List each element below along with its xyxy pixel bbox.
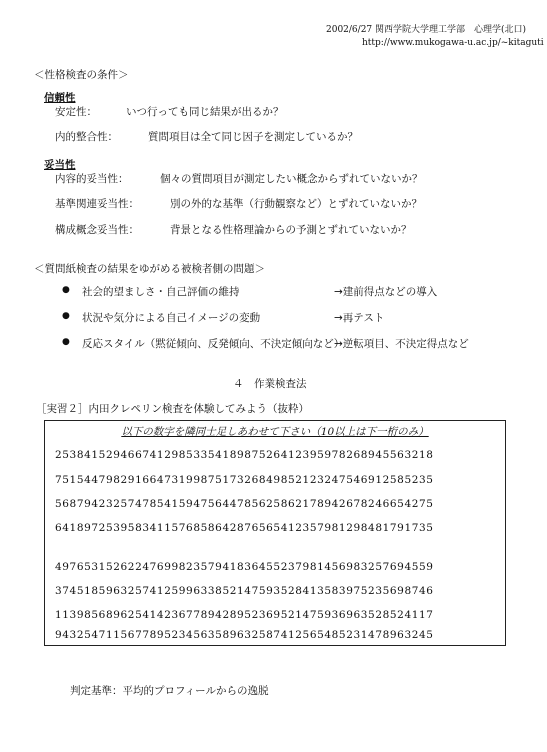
text-criterion-validity: 別の外的な基準（行動観察など）とずれていないか？ — [170, 198, 422, 210]
bullet-icon: ● — [62, 337, 70, 347]
box-instructions: 以下の数字を隣同士足しあわせて下さい（10以上は下一桁のみ） — [121, 426, 429, 438]
bias-remedy-2: →再テスト — [334, 312, 385, 324]
text-construct-validity: 背景となる性格理論からの予測とずれていないか？ — [170, 224, 412, 236]
label-internal-consistency: 内的整合性： — [55, 131, 118, 143]
bias-item-1: 社会的望ましさ・自己評価の維持 — [82, 286, 240, 298]
number-row: 7515447982916647319987517326849852123247546912585235 — [55, 474, 434, 486]
number-row: 1139856896254142367789428952369521475936963528524117 — [55, 609, 434, 621]
number-row: 2538415294667412985335418987526412395978268945563218 — [55, 449, 434, 461]
number-row: 3745185963257412599633852147593528413583975235698746 — [55, 585, 434, 597]
header-url: http://www.mukogawa-u.ac.jp/~kitaguti — [362, 38, 544, 48]
section-title-response-bias: ＜質問紙検査の結果をゆがめる被検者側の問題＞ — [34, 263, 265, 275]
number-row: 5687942325747854159475644785625862178942678246654275 — [55, 498, 434, 510]
bias-remedy-1: →建前得点などの導入 — [334, 286, 438, 298]
number-row: 9432547115677895234563589632587412565485231478963245 — [55, 629, 434, 641]
bias-remedy-3: →逆転項目、不決定得点など — [334, 338, 469, 350]
judgment-criteria: 判定基準：平均的プロフィールからの逸脱 — [70, 685, 269, 697]
text-internal-consistency: 質問項目は全て同じ因子を測定しているか？ — [148, 131, 358, 143]
bullet-icon: ● — [62, 311, 70, 321]
number-row: 4976531526224769982357941836455237981456983257694559 — [55, 561, 434, 573]
section-title-conditions: ＜性格検査の条件＞ — [34, 69, 129, 81]
label-stability: 安定性： — [55, 106, 97, 118]
kraepelin-test-box — [44, 420, 506, 646]
text-content-validity: 個々の質問項目が測定したい概念からずれていないか？ — [160, 173, 423, 185]
heading-reliability: 信頼性 — [44, 92, 76, 104]
exercise-title: ［実習２］内田クレペリン検査を体験してみよう（抜粋） — [36, 403, 309, 415]
label-content-validity: 内容的妥当性： — [55, 173, 129, 185]
header-line-1: 2002/6/27 関西学院大学理工学部 心理学(北口) — [326, 25, 527, 35]
heading-validity: 妥当性 — [44, 159, 76, 171]
bias-item-2: 状況や気分による自己イメージの変動 — [82, 312, 261, 324]
bias-item-3: 反応スタイル（黙従傾向、反発傾向、不決定傾向など） — [82, 338, 345, 350]
label-criterion-validity: 基準関連妥当性： — [55, 198, 139, 210]
label-construct-validity: 構成概念妥当性： — [55, 224, 139, 236]
number-row: 6418972539583411576858642876565412357981298481791735 — [55, 522, 434, 534]
text-stability: いつ行っても同じ結果が出るか？ — [126, 106, 284, 118]
section-title-performance-test: ４ 作業検査法 — [233, 378, 307, 390]
bullet-icon: ● — [62, 285, 70, 295]
